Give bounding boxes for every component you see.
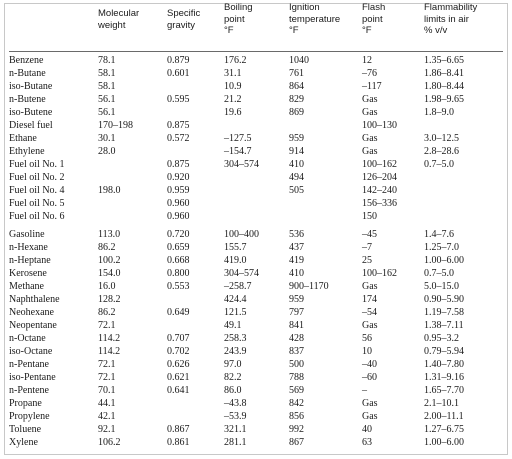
cell-ignition-temperature: 992 — [289, 424, 304, 435]
cell-molecular-weight: 78.1 — [98, 55, 116, 66]
cell-substance: Fuel oil No. 6 — [9, 211, 65, 222]
cell-flash-point: 100–162 — [362, 159, 397, 170]
cell-molecular-weight: 154.0 — [98, 268, 121, 279]
cell-flammability-limits: 1.65–7.70 — [424, 385, 464, 396]
cell-flash-point: 25 — [362, 255, 372, 266]
header-line: limits in air — [424, 13, 469, 25]
cell-flash-point: –76 — [362, 68, 377, 79]
cell-flash-point: 40 — [362, 424, 372, 435]
cell-molecular-weight: 30.1 — [98, 133, 116, 144]
header-line: Flammability — [424, 2, 478, 13]
cell-specific-gravity: 0.861 — [167, 437, 190, 448]
cell-molecular-weight: 70.1 — [98, 385, 116, 396]
cell-specific-gravity: 0.649 — [167, 307, 190, 318]
cell-substance: n-Hexane — [9, 242, 48, 253]
cell-boiling-point: 19.6 — [224, 107, 242, 118]
header-line: weight — [98, 19, 126, 31]
cell-ignition-temperature: 841 — [289, 320, 304, 331]
table-row — [5, 145, 507, 158]
cell-molecular-weight: 16.0 — [98, 281, 116, 292]
header-line: Flash — [362, 2, 386, 13]
table-row — [5, 210, 507, 223]
cell-flash-point: –60 — [362, 372, 377, 383]
cell-molecular-weight: 106.2 — [98, 437, 121, 448]
cell-flash-point: Gas — [362, 411, 378, 422]
cell-substance: n-Pentane — [9, 359, 49, 370]
cell-molecular-weight: 113.0 — [98, 229, 121, 240]
table-row — [5, 197, 507, 210]
header-flammability-limits — [424, 2, 477, 37]
cell-substance: Diesel fuel — [9, 120, 53, 131]
cell-boiling-point: –43.8 — [224, 398, 247, 409]
cell-molecular-weight: 28.0 — [98, 146, 116, 157]
cell-boiling-point: 321.1 — [224, 424, 247, 435]
flammability-data-table — [4, 3, 508, 455]
cell-boiling-point: 243.9 — [224, 346, 247, 357]
cell-flash-point: 56 — [362, 333, 372, 344]
cell-ignition-temperature: 856 — [289, 411, 304, 422]
cell-flash-point: 63 — [362, 437, 372, 448]
cell-specific-gravity: 0.720 — [167, 229, 190, 240]
cell-flammability-limits: 0.79–5.94 — [424, 346, 464, 357]
cell-flammability-limits: 1.40–7.80 — [424, 359, 464, 370]
cell-specific-gravity: 0.960 — [167, 211, 190, 222]
cell-ignition-temperature: 959 — [289, 133, 304, 144]
header-rule — [9, 51, 503, 52]
cell-boiling-point: –258.7 — [224, 281, 252, 292]
cell-specific-gravity: 0.641 — [167, 385, 190, 396]
cell-specific-gravity: 0.867 — [167, 424, 190, 435]
cell-substance: Fuel oil No. 5 — [9, 198, 65, 209]
cell-substance: Xylene — [9, 437, 38, 448]
cell-flash-point: Gas — [362, 133, 378, 144]
cell-specific-gravity: 0.572 — [167, 133, 190, 144]
cell-substance: iso-Butane — [9, 81, 53, 92]
cell-specific-gravity: 0.595 — [167, 94, 190, 105]
cell-substance: n-Butane — [9, 68, 46, 79]
header-line: Boiling — [224, 2, 253, 13]
cell-flash-point: 174 — [362, 294, 377, 305]
cell-flash-point: –54 — [362, 307, 377, 318]
cell-ignition-temperature: 410 — [289, 268, 304, 279]
cell-flammability-limits: 1.27–6.75 — [424, 424, 464, 435]
cell-substance: iso-Pentane — [9, 372, 56, 383]
cell-flash-point: 100–130 — [362, 120, 397, 131]
header-line: Specific — [167, 8, 201, 19]
cell-flash-point: Gas — [362, 320, 378, 331]
cell-boiling-point: 176.2 — [224, 55, 247, 66]
cell-ignition-temperature: 959 — [289, 294, 304, 305]
cell-substance: n-Heptane — [9, 255, 51, 266]
cell-substance: iso-Butene — [9, 107, 53, 118]
cell-molecular-weight: 92.1 — [98, 424, 116, 435]
cell-flash-point: Gas — [362, 107, 378, 118]
cell-molecular-weight: 100.2 — [98, 255, 121, 266]
cell-specific-gravity: 0.702 — [167, 346, 190, 357]
cell-flammability-limits: 2.1–10.1 — [424, 398, 459, 409]
cell-molecular-weight: 44.1 — [98, 398, 116, 409]
cell-flash-point: –117 — [362, 81, 382, 92]
cell-boiling-point: 155.7 — [224, 242, 247, 253]
header-molecular-weight — [98, 8, 139, 31]
cell-specific-gravity: 0.707 — [167, 333, 190, 344]
cell-substance: Naphthalene — [9, 294, 60, 305]
cell-flash-point: –45 — [362, 229, 377, 240]
cell-flash-point: 126–204 — [362, 172, 397, 183]
cell-substance: Propylene — [9, 411, 50, 422]
cell-substance: iso-Octane — [9, 346, 53, 357]
cell-molecular-weight: 170–198 — [98, 120, 133, 131]
cell-flash-point: 150 — [362, 211, 377, 222]
cell-specific-gravity: 0.879 — [167, 55, 190, 66]
cell-molecular-weight: 72.1 — [98, 372, 116, 383]
cell-flammability-limits: 0.95–3.2 — [424, 333, 459, 344]
table-row — [5, 267, 507, 280]
table-row — [5, 132, 507, 145]
header-line: Molecular — [98, 8, 140, 19]
cell-specific-gravity: 0.875 — [167, 120, 190, 131]
cell-boiling-point: 424.4 — [224, 294, 247, 305]
cell-flammability-limits: 1.31–9.16 — [424, 372, 464, 383]
header-line: °F — [362, 25, 372, 36]
cell-molecular-weight: 86.2 — [98, 307, 116, 318]
cell-molecular-weight: 72.1 — [98, 320, 116, 331]
cell-substance: Ethane — [9, 133, 37, 144]
cell-flash-point: 100–162 — [362, 268, 397, 279]
table-row — [5, 106, 507, 119]
cell-flash-point: Gas — [362, 398, 378, 409]
cell-substance: Gasoline — [9, 229, 45, 240]
cell-substance: Fuel oil No. 4 — [9, 185, 65, 196]
cell-ignition-temperature: 761 — [289, 68, 304, 79]
header-ignition-temperature — [289, 2, 340, 37]
cell-molecular-weight: 58.1 — [98, 81, 116, 92]
cell-substance: Ethylene — [9, 146, 45, 157]
cell-flash-point: 142–240 — [362, 185, 397, 196]
cell-flammability-limits: 1.25–7.0 — [424, 242, 459, 253]
cell-boiling-point: 10.9 — [224, 81, 242, 92]
cell-boiling-point: 100–400 — [224, 229, 259, 240]
cell-substance: Neopentane — [9, 320, 57, 331]
cell-flammability-limits: 1.35–6.65 — [424, 55, 464, 66]
cell-flash-point: 10 — [362, 346, 372, 357]
table-row — [5, 241, 507, 254]
cell-ignition-temperature: 842 — [289, 398, 304, 409]
cell-boiling-point: 31.1 — [224, 68, 242, 79]
cell-substance: Fuel oil No. 1 — [9, 159, 65, 170]
cell-boiling-point: 21.2 — [224, 94, 242, 105]
cell-boiling-point: 304–574 — [224, 268, 259, 279]
cell-substance: Propane — [9, 398, 42, 409]
cell-molecular-weight: 58.1 — [98, 68, 116, 79]
cell-flammability-limits: 0.7–5.0 — [424, 159, 454, 170]
table-row — [5, 80, 507, 93]
header-line: °F — [224, 25, 234, 36]
cell-boiling-point: 121.5 — [224, 307, 247, 318]
cell-flash-point: Gas — [362, 94, 378, 105]
table-row — [5, 93, 507, 106]
cell-ignition-temperature: 569 — [289, 385, 304, 396]
cell-ignition-temperature: 829 — [289, 94, 304, 105]
cell-ignition-temperature: 536 — [289, 229, 304, 240]
cell-ignition-temperature: 410 — [289, 159, 304, 170]
cell-flammability-limits: 1.00–6.00 — [424, 437, 464, 448]
cell-substance: Kerosene — [9, 268, 47, 279]
table-body — [5, 54, 507, 449]
table-row — [5, 345, 507, 358]
table-row — [5, 67, 507, 80]
cell-flash-point: 156–336 — [362, 198, 397, 209]
cell-flammability-limits: 1.38–7.11 — [424, 320, 464, 331]
cell-boiling-point: 419.0 — [224, 255, 247, 266]
cell-ignition-temperature: 837 — [289, 346, 304, 357]
cell-flammability-limits: 1.00–6.00 — [424, 255, 464, 266]
cell-substance: n-Pentene — [9, 385, 49, 396]
cell-flammability-limits: 2.8–28.6 — [424, 146, 459, 157]
cell-specific-gravity: 0.875 — [167, 159, 190, 170]
cell-flash-point: –40 — [362, 359, 377, 370]
cell-boiling-point: 86.0 — [224, 385, 242, 396]
header-specific-gravity — [167, 8, 200, 31]
table-row — [5, 410, 507, 423]
cell-substance: Toluene — [9, 424, 42, 435]
header-flash-point — [362, 2, 385, 37]
header-line: gravity — [167, 19, 195, 31]
cell-molecular-weight: 56.1 — [98, 94, 116, 105]
cell-specific-gravity: 0.959 — [167, 185, 190, 196]
table-row — [5, 371, 507, 384]
cell-molecular-weight: 86.2 — [98, 242, 116, 253]
cell-flammability-limits: 1.98–9.65 — [424, 94, 464, 105]
header-line: % v/v — [424, 25, 448, 36]
table-row — [5, 54, 507, 67]
cell-flammability-limits: 5.0–15.0 — [424, 281, 459, 292]
cell-ignition-temperature: 864 — [289, 81, 304, 92]
cell-flammability-limits: 1.19–7.58 — [424, 307, 464, 318]
cell-molecular-weight: 42.1 — [98, 411, 116, 422]
table-row — [5, 332, 507, 345]
cell-boiling-point: 82.2 — [224, 372, 242, 383]
cell-flammability-limits: 0.90–5.90 — [424, 294, 464, 305]
cell-ignition-temperature: 500 — [289, 359, 304, 370]
cell-molecular-weight: 128.2 — [98, 294, 121, 305]
cell-specific-gravity: 0.553 — [167, 281, 190, 292]
table-row — [5, 171, 507, 184]
header-boiling-point — [224, 2, 253, 37]
cell-flammability-limits: 1.86–8.41 — [424, 68, 464, 79]
cell-specific-gravity: 0.601 — [167, 68, 190, 79]
cell-substance: Fuel oil No. 2 — [9, 172, 65, 183]
table-row — [5, 358, 507, 371]
cell-flash-point: Gas — [362, 146, 378, 157]
table-row — [5, 254, 507, 267]
cell-flammability-limits: 0.7–5.0 — [424, 268, 454, 279]
header-line: Ignition — [289, 2, 320, 13]
cell-ignition-temperature: 419 — [289, 255, 304, 266]
cell-ignition-temperature: 867 — [289, 437, 304, 448]
cell-ignition-temperature: 1040 — [289, 55, 309, 66]
cell-flash-point: Gas — [362, 281, 378, 292]
table-row — [5, 158, 507, 171]
cell-substance: Benzene — [9, 55, 44, 66]
cell-specific-gravity: 0.960 — [167, 198, 190, 209]
header-line: point — [362, 13, 383, 25]
header-line: °F — [289, 25, 299, 36]
table-row — [5, 119, 507, 132]
cell-ignition-temperature: 494 — [289, 172, 304, 183]
cell-boiling-point: –154.7 — [224, 146, 252, 157]
table-row — [5, 436, 507, 449]
table-row — [5, 319, 507, 332]
cell-flammability-limits: 3.0–12.5 — [424, 133, 459, 144]
cell-boiling-point: –53.9 — [224, 411, 247, 422]
header-line: temperature — [289, 13, 341, 25]
cell-flammability-limits: 2.00–11.1 — [424, 411, 464, 422]
cell-molecular-weight: 56.1 — [98, 107, 116, 118]
cell-flash-point: –7 — [362, 242, 372, 253]
cell-boiling-point: 97.0 — [224, 359, 242, 370]
cell-ignition-temperature: 437 — [289, 242, 304, 253]
cell-boiling-point: 258.3 — [224, 333, 247, 344]
cell-flammability-limits: 1.4–7.6 — [424, 229, 454, 240]
cell-ignition-temperature: 505 — [289, 185, 304, 196]
table-row — [5, 384, 507, 397]
cell-substance: Methane — [9, 281, 44, 292]
cell-ignition-temperature: 869 — [289, 107, 304, 118]
cell-molecular-weight: 114.2 — [98, 346, 121, 357]
cell-boiling-point: 49.1 — [224, 320, 242, 331]
cell-specific-gravity: 0.626 — [167, 359, 190, 370]
cell-ignition-temperature: 914 — [289, 146, 304, 157]
cell-specific-gravity: 0.800 — [167, 268, 190, 279]
cell-boiling-point: 304–574 — [224, 159, 259, 170]
cell-substance: Neohexane — [9, 307, 54, 318]
cell-flash-point: 12 — [362, 55, 372, 66]
table-row — [5, 397, 507, 410]
cell-flammability-limits: 1.8–9.0 — [424, 107, 454, 118]
cell-flash-point: – — [362, 385, 367, 396]
cell-ignition-temperature: 900–1170 — [289, 281, 329, 292]
cell-specific-gravity: 0.920 — [167, 172, 190, 183]
cell-boiling-point: 281.1 — [224, 437, 247, 448]
cell-specific-gravity: 0.668 — [167, 255, 190, 266]
cell-boiling-point: –127.5 — [224, 133, 252, 144]
cell-molecular-weight: 198.0 — [98, 185, 121, 196]
cell-ignition-temperature: 797 — [289, 307, 304, 318]
table-row — [5, 423, 507, 436]
cell-specific-gravity: 0.621 — [167, 372, 190, 383]
cell-molecular-weight: 114.2 — [98, 333, 121, 344]
table-row — [5, 293, 507, 306]
cell-specific-gravity: 0.659 — [167, 242, 190, 253]
cell-substance: n-Butene — [9, 94, 46, 105]
cell-flammability-limits: 1.80–8.44 — [424, 81, 464, 92]
table-row — [5, 306, 507, 319]
table-row — [5, 184, 507, 197]
cell-molecular-weight: 72.1 — [98, 359, 116, 370]
cell-ignition-temperature: 788 — [289, 372, 304, 383]
table-row — [5, 280, 507, 293]
cell-ignition-temperature: 428 — [289, 333, 304, 344]
header-line: point — [224, 13, 245, 25]
cell-substance: n-Octane — [9, 333, 46, 344]
table-row — [5, 228, 507, 241]
